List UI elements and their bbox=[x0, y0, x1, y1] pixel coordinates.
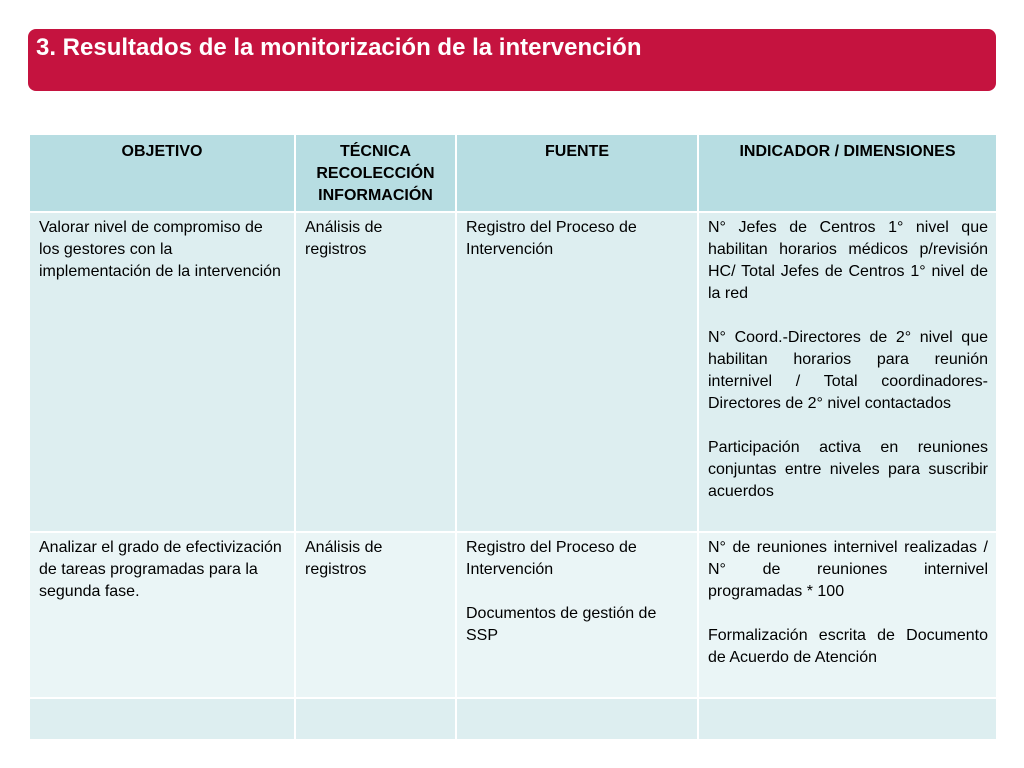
table-row-empty bbox=[29, 698, 997, 740]
header-fuente: FUENTE bbox=[456, 134, 698, 212]
cell-fuente bbox=[456, 212, 698, 532]
cell-indicador bbox=[698, 212, 997, 532]
header-tecnica: TÉCNICA RECOLECCIÓN INFORMACIÓN bbox=[295, 134, 456, 212]
cell-tecnica: Análisis de registros bbox=[295, 212, 456, 532]
fuente-item: Registro del Proceso de Intervención bbox=[466, 219, 637, 258]
cell-indicador bbox=[698, 698, 997, 740]
cell-fuente bbox=[456, 532, 698, 698]
cell-objetivo: Valorar nivel de compromiso de los gestores con la implementación de la intervención bbox=[29, 212, 295, 532]
indicador-item: Formalización escrita de Documento de Acuerdo de Atención bbox=[708, 627, 988, 666]
table-row bbox=[29, 532, 997, 698]
table-row bbox=[29, 212, 997, 532]
table-header-row bbox=[29, 134, 997, 212]
indicador-item: N° de reuniones internivel realizadas / N° de reuniones internivel programadas * 100 bbox=[708, 539, 988, 600]
fuente-item: Registro del Proceso de Intervención bbox=[466, 539, 637, 578]
header-indicador: INDICADOR / DIMENSIONES bbox=[698, 134, 997, 212]
cell-objetivo bbox=[29, 698, 295, 740]
monitoring-table bbox=[28, 133, 998, 741]
indicador-item: Participación activa en reuniones conjuntas entre niveles para suscribir acuerdos bbox=[708, 439, 988, 500]
cell-objetivo: Analizar el grado de efectivización de tareas programadas para la segunda fase. bbox=[29, 532, 295, 698]
indicador-item: N° Coord.-Directores de 2° nivel que habilitan horarios para reunión internivel / Total coordinadores-Directores de 2° nivel contactados bbox=[708, 329, 988, 412]
slide-title: 3. Resultados de la monitorización de la intervención bbox=[36, 34, 642, 61]
cell-fuente bbox=[456, 698, 698, 740]
cell-tecnica: Análisis de registros bbox=[295, 532, 456, 698]
cell-tecnica bbox=[295, 698, 456, 740]
fuente-item: Documentos de gestión de SSP bbox=[466, 605, 657, 644]
cell-indicador bbox=[698, 532, 997, 698]
indicador-item: N° Jefes de Centros 1° nivel que habilitan horarios médicos p/revisión HC/ Total Jefes de Centros 1° nivel de la red bbox=[708, 219, 988, 302]
title-bar bbox=[28, 29, 996, 91]
header-objetivo: OBJETIVO bbox=[29, 134, 295, 212]
